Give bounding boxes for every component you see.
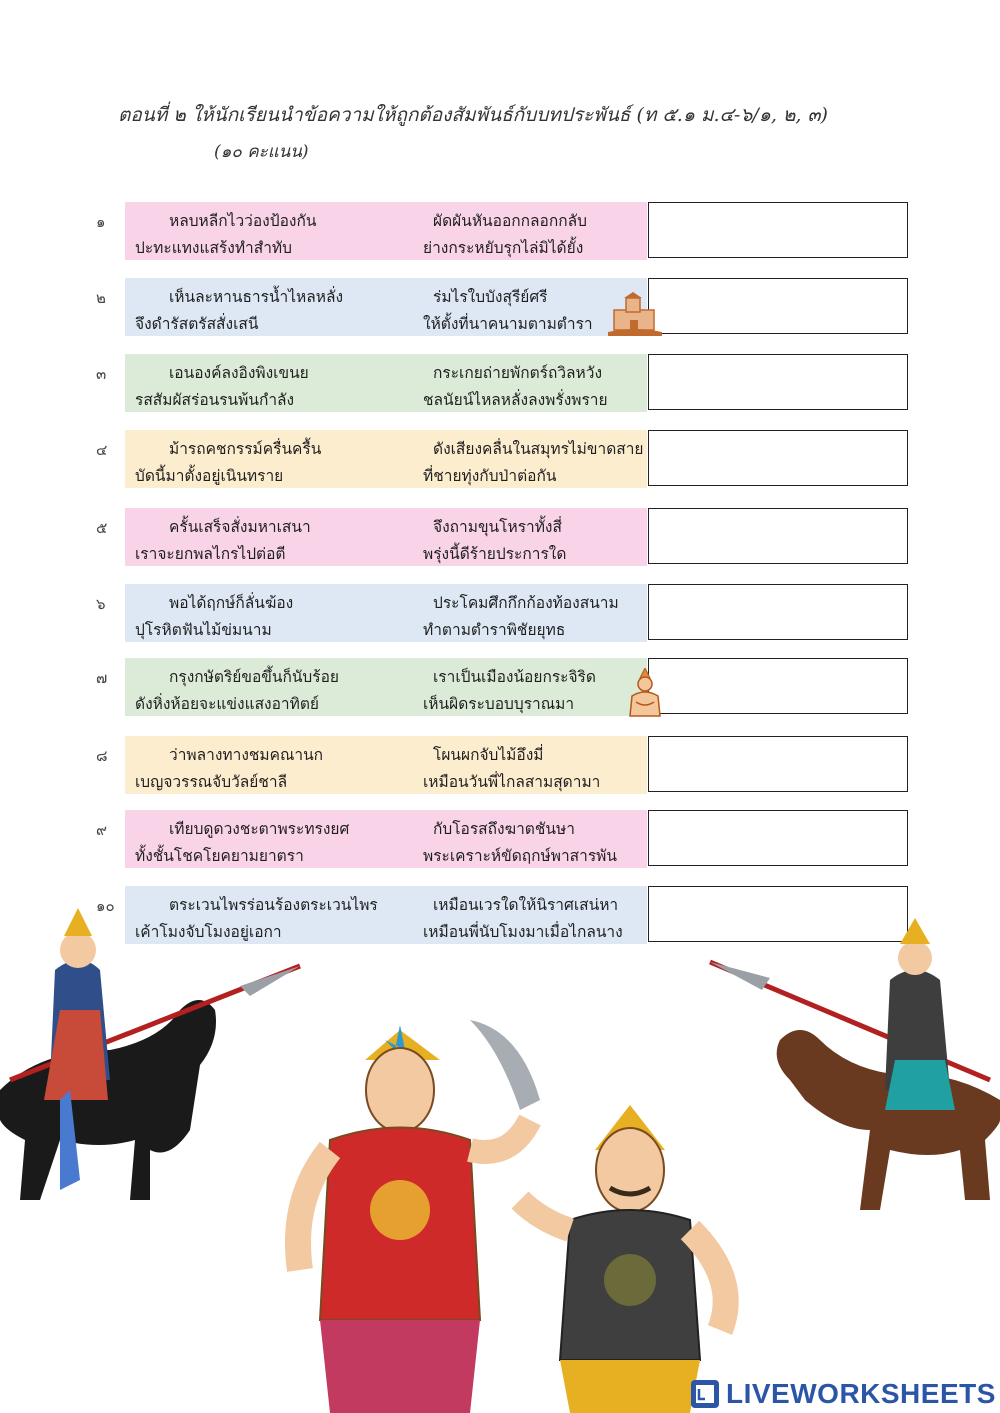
verse-line-2-left: เบญจวรรณจับวัลย์ชาลี: [135, 773, 288, 791]
matching-row: [0, 736, 1000, 794]
answer-drop-box[interactable]: [648, 810, 908, 866]
warriors-illustration: [0, 900, 1000, 1413]
liveworksheets-brand[interactable]: LIVEWORKSHEETS: [726, 1378, 996, 1409]
verse-line-2-left: เค้าโมงจับโมงอยู่เอกา: [135, 923, 282, 941]
verse-line-2-right: ทำตามตำราพิชัยยุทธ: [423, 621, 566, 639]
verse-line-2-right: ให้ตั้งที่นาคนามตามตำรา: [423, 315, 593, 333]
verse-line-2-right: เหมือนวันพี่ไกลสามสุดามา: [423, 773, 601, 791]
answer-drop-box[interactable]: [648, 508, 908, 564]
verse-line-1-left: พอได้ฤกษ์ก็ลั่นฆ้อง: [169, 594, 294, 612]
verse-line-2-right: พรุ่งนี้ดีร้ายประการใด: [423, 545, 567, 563]
bearded-warrior-illustration: [520, 1105, 726, 1413]
verse-line-1-right: โผนผกจับไม้อึงมี่: [433, 746, 544, 764]
verse-box: [125, 508, 647, 566]
right-horse-rider-illustration: [710, 918, 1000, 1210]
answer-drop-box[interactable]: [648, 658, 908, 714]
verse-line-2-right: ชลนัยน์ไหลหลั่งลงพรั่งพราย: [423, 391, 608, 409]
king-figure-icon: [624, 668, 666, 718]
verse-line-1-left: ม้ารถคชกรรม์ครื่นครื้น: [169, 440, 322, 458]
verse-line-2-right: ที่ชายทุ่งกับป่าต่อกัน: [423, 467, 557, 485]
liveworksheets-logo-icon: [690, 1379, 720, 1409]
verse-line-2-left: เราจะยกพลไกรไปต่อตี: [135, 545, 286, 563]
item-number: ๔: [96, 441, 108, 459]
verse-line-2-left: ดังหิ่งห้อยจะแข่งแสงอาทิตย์: [135, 695, 319, 713]
item-number: ๓: [96, 365, 107, 383]
verse-line-1-right: ประโคมศึกกึกก้องท้องสนาม: [433, 594, 619, 612]
verse-line-2-left: จึงดำรัสตรัสสั่งเสนี: [135, 315, 259, 333]
verse-line-1-right: จึงถามขุนโหราทั้งสี่: [433, 518, 562, 536]
verse-line-1-left: เห็นละหานธารน้ำไหลหลั่ง: [169, 288, 344, 306]
verse-box: [125, 354, 647, 412]
verse-box: [125, 736, 647, 794]
item-number: ๗: [96, 669, 108, 687]
matching-row: [0, 508, 1000, 566]
verse-line-1-left: กรุงกษัตริย์ขอขึ้นก็นับร้อย: [169, 668, 339, 686]
item-number: ๑๐: [96, 897, 115, 915]
verse-box: [125, 278, 647, 336]
verse-line-1-left: ครั้นเสร็จสั่งมหาเสนา: [169, 518, 311, 536]
answer-drop-box[interactable]: [648, 202, 908, 258]
answer-drop-box[interactable]: [648, 354, 908, 410]
verse-line-1-left: เทียบดูดวงชะตาพระทรงยศ: [169, 820, 350, 838]
verse-line-1-left: หลบหลีกไวว่องป้องกัน: [169, 212, 317, 230]
verse-line-1-right: เหมือนเวรใดให้นิราศเสน่หา: [433, 896, 619, 914]
verse-line-1-left: เอนองค์ลงอิงพิงเขนย: [169, 364, 309, 382]
left-horse-rider-illustration: [0, 908, 300, 1200]
verse-line-1-left: ตระเวนไพรร่อนร้องตระเวนไพร: [169, 896, 378, 914]
answer-drop-box[interactable]: [648, 278, 908, 334]
verse-line-1-right: เราเป็นเมืองน้อยกระจิริด: [433, 668, 596, 686]
item-number: ๘: [96, 747, 108, 765]
matching-row: [0, 810, 1000, 868]
matching-row: [0, 584, 1000, 642]
verse-line-1-left: ว่าพลางทางชมคณานก: [169, 746, 324, 764]
verse-line-1-right: ดังเสียงคลื่นในสมุทรไม่ขาดสาย: [433, 440, 644, 458]
verse-box: [125, 202, 647, 260]
verse-line-2-right: เหมือนพี่นับโมงมาเมื่อไกลนาง: [423, 923, 623, 941]
matching-row: [0, 430, 1000, 488]
answer-drop-box[interactable]: [648, 430, 908, 486]
verse-line-2-left: บัดนี้มาตั้งอยู่เนินทราย: [135, 467, 284, 485]
answer-drop-box[interactable]: [648, 736, 908, 792]
verse-line-2-right: ย่างกระหยับรุกไล่มิได้ยั้ง: [423, 239, 584, 257]
item-number: ๕: [96, 519, 108, 537]
verse-box: [125, 658, 647, 716]
verse-box: [125, 430, 647, 488]
verse-line-2-right: พระเคราะห์ขัดฤกษ์พาสารพัน: [423, 847, 617, 865]
verse-line-2-right: เห็นผิดระบอบบุราณมา: [423, 695, 575, 713]
verse-line-2-left: ปะทะแทงแสร้งทำสำทับ: [135, 239, 292, 257]
verse-line-1-right: กับโอรสถึงฆาตชันษา: [433, 820, 575, 838]
verse-line-1-right: ผัดผันหันออกกลอกกลับ: [433, 212, 587, 230]
answer-drop-box[interactable]: [648, 584, 908, 640]
verse-line-2-left: รสสัมผัสร่อนรนพ้นกำลัง: [135, 391, 295, 409]
item-number: ๖: [96, 595, 106, 613]
item-number: ๒: [96, 289, 106, 307]
verse-line-2-left: ทั้งชั้นโชคโยคยามยาตรา: [135, 847, 304, 865]
item-number: ๑: [96, 213, 106, 231]
castle-icon: [604, 292, 664, 338]
instruction-title: ตอนที่ ๒ ให้นักเรียนนำข้อความให้ถูกต้องสัมพันธ์กับบทประพันธ์ (ท ๕.๑ ม.๔-๖/๑, ๒, ๓): [118, 104, 828, 126]
matching-row: [0, 278, 1000, 336]
verse-box: [125, 584, 647, 642]
center-hero-illustration: [298, 1020, 540, 1413]
matching-row: [0, 658, 1000, 716]
matching-row: [0, 354, 1000, 412]
verse-line-1-right: กระเกยถ่ายพักตร์ถวิลหวัง: [433, 364, 603, 382]
verse-line-2-left: ปุโรหิตฟันไม้ข่มนาม: [135, 621, 272, 639]
matching-row: [0, 202, 1000, 260]
item-number: ๙: [96, 821, 107, 839]
verse-box: [125, 810, 647, 868]
score-label: (๑๐ คะแนน): [214, 142, 309, 162]
verse-line-1-right: ร่มไรใบบังสุรีย์ศรี: [433, 288, 548, 306]
